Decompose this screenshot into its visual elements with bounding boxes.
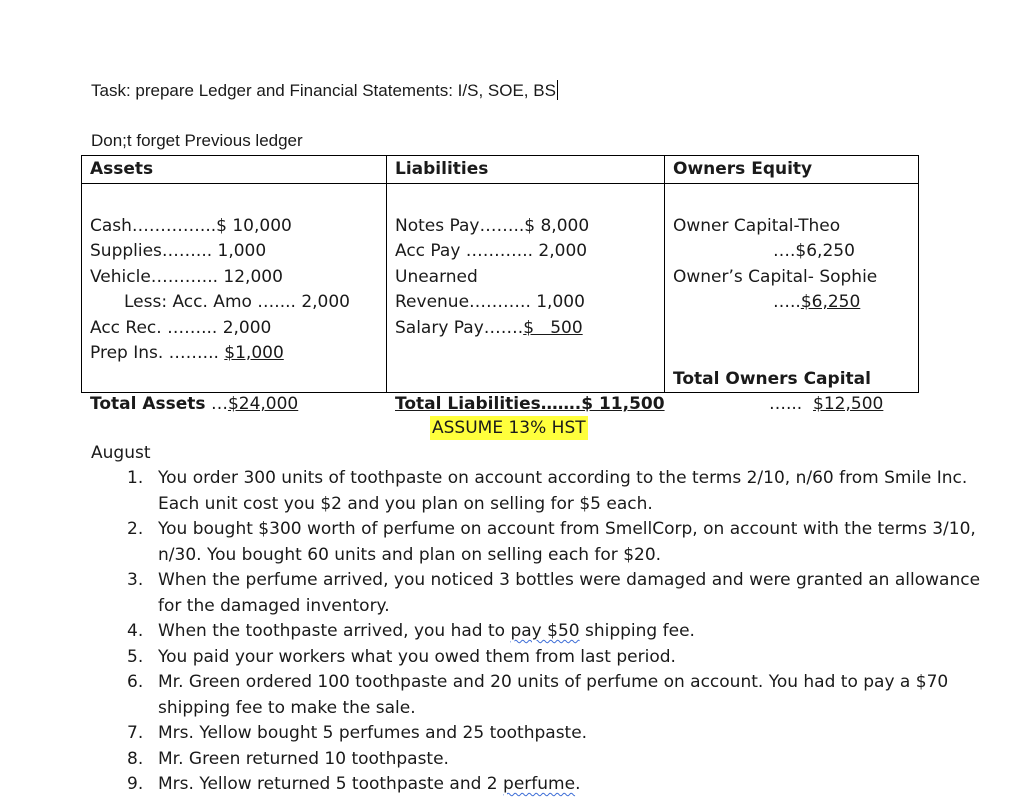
item-number: 9.: [127, 774, 144, 794]
list-item: [91, 619, 991, 645]
prep-ins-label: Prep Ins. ……...: [90, 343, 219, 363]
acc-amortization-line: Less: Acc. Amo ….... 2,000: [124, 292, 350, 312]
liabilities-column: [387, 184, 665, 414]
owner-capital-theo-label: Owner Capital-Theo: [673, 216, 841, 236]
ledger-table: [81, 155, 919, 414]
item-text: When the perfume arrived, you noticed 3 bottles were damaged and were granted an allowance for the damaged inventory.: [158, 570, 981, 616]
task-text: Task: prepare Ledger and Financial Statements: I/S, SOE, BS: [91, 81, 556, 100]
grammar-flag-text[interactable]: perfume: [503, 774, 576, 794]
item-text: You paid your workers what you owed them from last period.: [158, 646, 676, 667]
list-item: [91, 747, 991, 773]
total-liabilities-line: Total Liabilities…….$ 11,500: [395, 394, 665, 414]
ledger-note: Don;t forget Previous ledger: [91, 131, 303, 150]
task-instruction: [91, 80, 558, 101]
item-text: Mrs. Yellow bought 5 perfumes and 25 toothpaste.: [158, 723, 588, 743]
item-text: Mrs. Yellow returned 5 toothpaste and 2: [158, 774, 504, 794]
vehicle-line: Vehicle………... 12,000: [90, 267, 283, 287]
prep-ins-line: [90, 343, 284, 363]
revenue-line: Revenue……….. 1,000: [395, 292, 585, 312]
sophie-dots: …..: [773, 292, 801, 312]
owner-capital-sophie-line: [773, 292, 860, 312]
grammar-flag-text[interactable]: pay $50: [510, 621, 580, 641]
item-number: 5.: [127, 646, 144, 667]
item-number: 4.: [127, 621, 144, 641]
equity-column: [665, 184, 919, 414]
supplies-line: Supplies……... 1,000: [90, 241, 267, 261]
list-item: [91, 645, 991, 671]
item-number: 3.: [127, 570, 144, 590]
item-number: 6.: [127, 672, 144, 692]
item-text-end: .: [575, 774, 581, 794]
total-assets-value: $24,000: [227, 394, 299, 414]
total-assets-line: [90, 394, 298, 414]
list-item: [91, 517, 991, 568]
item-text: Mr. Green ordered 100 toothpaste and 20 units of perfume on account. You had to pay a $70 shipping fee to make the sale.: [158, 672, 949, 718]
notes-pay-line: Notes Pay……..$ 8,000: [395, 216, 590, 236]
list-item: [91, 721, 991, 747]
item-number: 7.: [127, 723, 144, 743]
month-heading: August: [91, 443, 151, 463]
owner-capital-theo-value: ….$6,250: [773, 241, 855, 261]
assets-column: [82, 184, 387, 414]
item-number: 8.: [127, 748, 144, 769]
text-cursor: [557, 80, 558, 100]
item-text: You order 300 units of toothpaste on account according to the terms 2/10, n/60 from Smile Inc. Each unit cost you $2 and you plan on selling for $5 each.: [158, 468, 968, 514]
prep-ins-value: $1,000: [224, 343, 284, 363]
total-assets-label: Total Assets: [90, 394, 206, 414]
item-text: Mr. Green returned 10 toothpaste.: [158, 748, 449, 769]
total-owners-capital-line: [769, 394, 883, 414]
assets-header: Assets: [82, 156, 387, 184]
item-text: When the toothpaste arrived, you had to: [158, 621, 511, 641]
total-owners-dots: …...: [769, 394, 803, 414]
item-number: 2.: [127, 519, 144, 539]
acc-pay-line: Acc Pay ………... 2,000: [395, 241, 588, 261]
cash-line: Cash…………...$ 10,000: [90, 216, 292, 236]
item-text-end: shipping fee.: [579, 621, 695, 641]
salary-pay-value: $ 500: [523, 318, 583, 338]
list-item: [91, 670, 991, 721]
list-item: [91, 772, 991, 798]
salary-pay-line: [395, 318, 583, 338]
acc-rec-line: Acc Rec. ……... 2,000: [90, 318, 272, 338]
list-item: [91, 568, 991, 619]
unearned-line: Unearned: [395, 267, 478, 287]
liabilities-header: Liabilities: [387, 156, 665, 184]
equity-header: Owners Equity: [665, 156, 919, 184]
owner-capital-sophie-label: Owner’s Capital- Sophie: [673, 267, 878, 287]
owner-capital-sophie-value: $6,250: [800, 292, 861, 312]
hst-assumption-highlight: ASSUME 13% HST: [432, 418, 586, 438]
list-item: [91, 466, 991, 517]
salary-pay-label: Salary Pay…….: [395, 318, 524, 338]
transaction-list: [91, 466, 991, 798]
item-text: You bought $300 worth of perfume on account from SmellCorp, on account with the terms 3/10, n/30. You bought 60 units and plan on selling each for $20.: [158, 519, 976, 565]
total-owners-capital-label: Total Owners Capital: [673, 369, 871, 389]
total-assets-dots: …: [210, 394, 228, 414]
total-owners-capital-value: $12,500: [813, 394, 884, 414]
item-number: 1.: [127, 468, 144, 488]
